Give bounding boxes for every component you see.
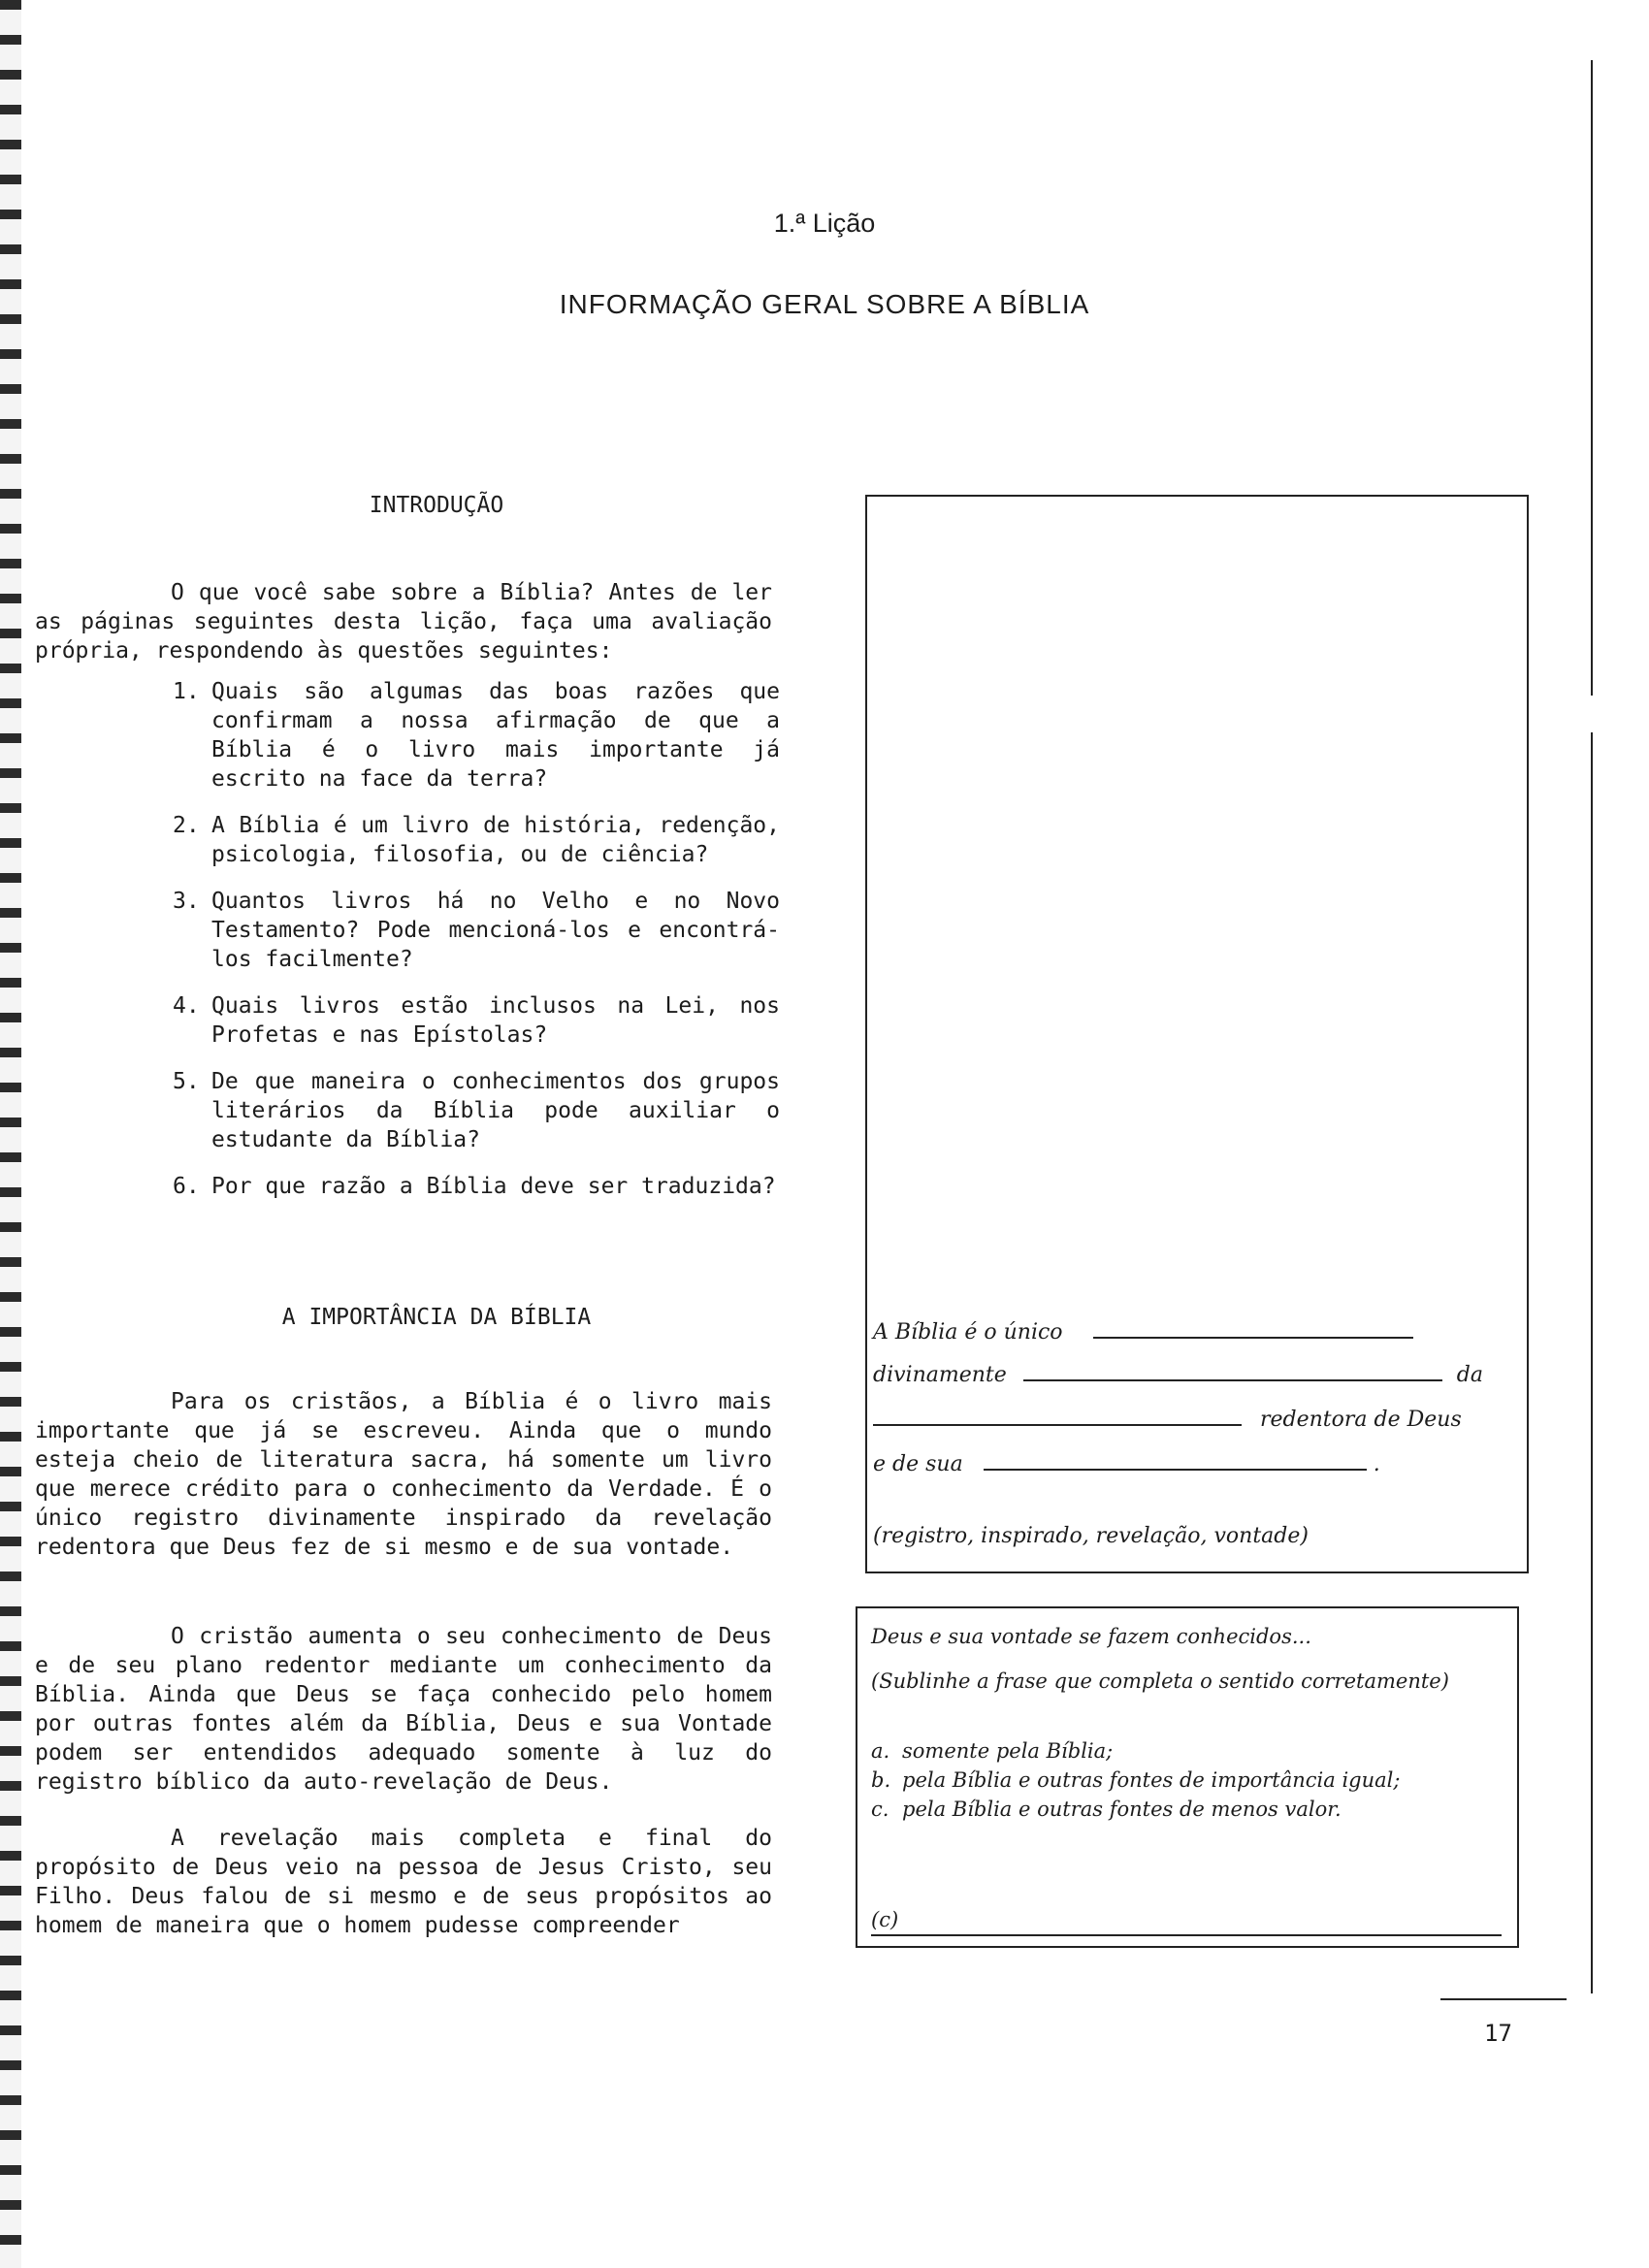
right-margin-rule-bottom: [1591, 732, 1593, 1993]
word-bank: (registro, inspirado, revelação, vontade): [873, 1524, 1309, 1548]
question-text: Quais livros estão inclusos na Lei, nos Profetas e nas Epístolas?: [211, 993, 780, 1048]
question-item: [165, 887, 780, 974]
question-list: [165, 677, 780, 1218]
question-item: [165, 677, 780, 794]
blank-3[interactable]: [873, 1397, 1242, 1426]
fill-text-4-start: e de sua: [873, 1452, 963, 1476]
bottom-rule: [1440, 1998, 1567, 2000]
introduction-paragraph: O que você sabe sobre a Bíblia? Antes de ler as páginas seguintes desta lição, faça uma avaliação própria, respondendo às questões seguintes:: [35, 580, 772, 664]
answer-line: [871, 1905, 1502, 1936]
option-text: pela Bíblia e outras fontes de importância igual;: [902, 1768, 1401, 1792]
option-b: [871, 1766, 1511, 1795]
importance-paragraph-1: Para os cristãos, a Bíblia é o livro mais importante que já se escreveu. Ainda que o mundo esteja cheio de literatura sacra, há somente um livro que merece crédito para o conhecimento da Verdade. É o único registro divinamente inspirado da revelação redentora que Deus fez de si mesmo e de sua vontade.: [35, 1389, 772, 1560]
exercise-prompt: Deus e sua vontade se fazem conhecidos...: [871, 1625, 1311, 1648]
right-margin-rule-top: [1591, 60, 1593, 696]
question-text: De que maneira o conhecimentos dos grupos literários da Bíblia pode auxiliar o estudante da Bíblia?: [211, 1069, 780, 1152]
question-text: Por que razão a Bíblia deve ser traduzida?: [211, 1174, 776, 1199]
fill-in-line-4: [873, 1442, 1523, 1486]
importance-paragraph-2: O cristão aumenta o seu conhecimento de Deus e de seu plano redentor mediante um conhecimento da Bíblia. Ainda que Deus se faça conhecido pelo homem por outras fontes além da Bíblia, Deus e sua Vontade podem ser entendidos adequado somente à luz do registro bíblico da auto-revelação de Deus.: [35, 1624, 772, 1795]
fill-in-line-2: [873, 1352, 1523, 1397]
exercise-box: [856, 1606, 1519, 1948]
lesson-number: 1.ª Lição: [773, 209, 876, 238]
exercise-options: [871, 1736, 1511, 1824]
question-text: A Bíblia é um livro de história, redenção, psicologia, filosofia, ou de ciência?: [211, 813, 780, 867]
fill-text-2-start: divinamente: [873, 1363, 1007, 1387]
question-text: Quais são algumas das boas razões que confirmam a nossa afirmação de que a Bíblia é o livro mais importante já escrito na face da terra?: [211, 679, 780, 792]
fill-text-2-end: da: [1456, 1363, 1483, 1387]
option-text: pela Bíblia e outras fontes de menos valor.: [902, 1798, 1342, 1821]
question-item: [165, 1067, 780, 1154]
fill-in-line-3: [873, 1397, 1523, 1442]
exercise-instruction: (Sublinhe a frase que completa o sentido corretamente): [871, 1669, 1449, 1693]
question-number: 4.: [173, 993, 200, 1019]
question-number: 5.: [173, 1069, 200, 1094]
introduction-heading: INTRODUÇÃO: [369, 493, 504, 518]
question-number: 6.: [173, 1174, 200, 1199]
fill-text-1: A Bíblia é o único: [873, 1320, 1063, 1345]
option-c: [871, 1795, 1511, 1824]
importance-paragraph-3: A revelação mais completa e final do propósito de Deus veio na pessoa de Jesus Cristo, seu Filho. Deus falou de si mesmo e de seus propósitos ao homem de maneira que o homem pudesse compreender: [35, 1826, 772, 1938]
option-a: [871, 1736, 1511, 1766]
question-number: 3.: [173, 889, 200, 914]
question-item: [165, 991, 780, 1050]
spiral-binding: [0, 0, 21, 2268]
option-letter: a.: [871, 1739, 890, 1763]
option-letter: b.: [871, 1768, 891, 1792]
page-number: 17: [1484, 2020, 1512, 2047]
importance-heading: A IMPORTÂNCIA DA BÍBLIA: [281, 1305, 592, 1330]
option-letter: c.: [871, 1798, 889, 1821]
answer-text: (c): [871, 1908, 899, 1931]
fill-text-3-end: redentora de Deus: [1260, 1408, 1462, 1432]
lesson-title: INFORMAÇÃO GERAL SOBRE A BÍBLIA: [559, 289, 1090, 319]
question-number: 1.: [173, 679, 200, 704]
option-text: somente pela Bíblia;: [902, 1739, 1114, 1763]
question-item: [165, 1172, 780, 1201]
blank-1[interactable]: [1093, 1310, 1413, 1339]
fill-in-line-1: [873, 1310, 1523, 1354]
fill-in-box: [865, 495, 1529, 1573]
question-number: 2.: [173, 813, 200, 838]
fill-text-4-end: .: [1373, 1452, 1380, 1476]
question-text: Quantos livros há no Velho e no Novo Testamento? Pode mencioná-los e encontrá-los facilmente?: [211, 889, 780, 972]
blank-4[interactable]: [984, 1442, 1367, 1471]
question-item: [165, 811, 780, 869]
blank-2[interactable]: [1023, 1352, 1442, 1381]
